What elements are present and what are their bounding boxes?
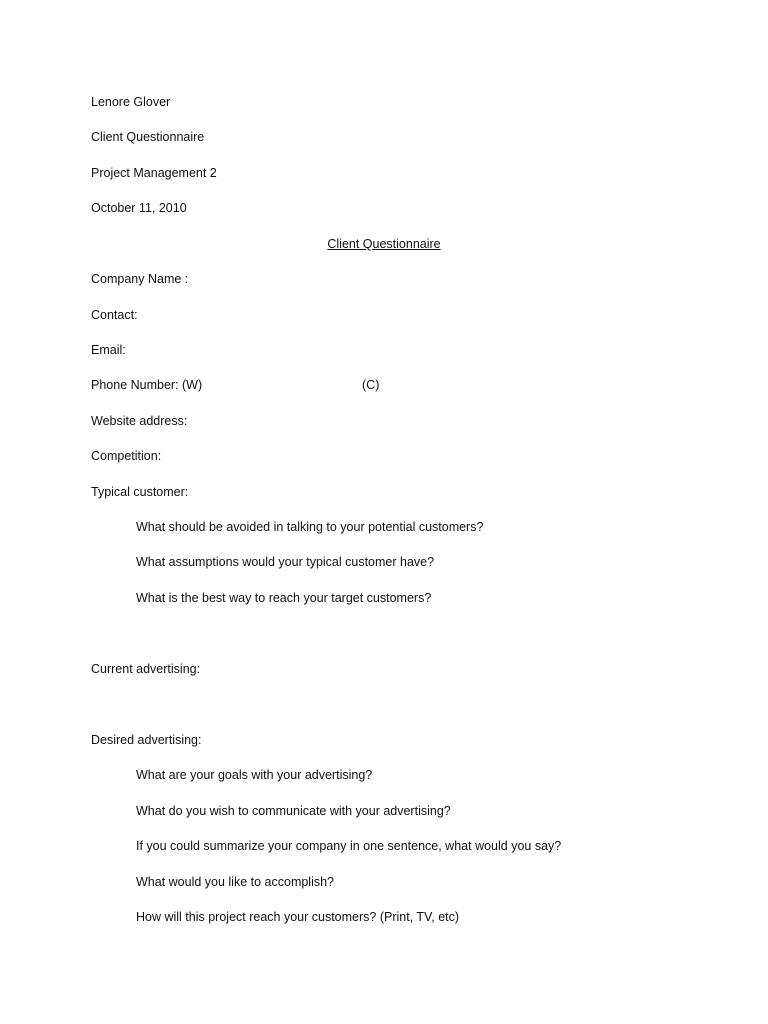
customer-question-item: What assumptions would your typical customer have?	[136, 555, 435, 569]
advertising-question-item: What are your goals with your advertising?	[136, 768, 373, 782]
advertising-question-item: What do you wish to communicate with your advertising?	[136, 804, 451, 818]
email-label: Email:	[91, 343, 126, 357]
phone-cell-label: (C)	[362, 378, 380, 392]
typical-customer-label: Typical customer:	[91, 485, 189, 499]
page-title-text: Client Questionnaire	[327, 237, 441, 251]
author-name: Lenore Glover	[91, 95, 171, 109]
phone-work-label: Phone Number: (W)	[91, 378, 203, 392]
phone-number-row	[91, 377, 491, 393]
website-label: Website address:	[91, 414, 188, 428]
page-title	[0, 236, 768, 252]
assignment-name: Client Questionnaire	[91, 130, 205, 144]
contact-label: Contact:	[91, 308, 138, 322]
desired-advertising-label: Desired advertising:	[91, 733, 202, 747]
company-name-label: Company Name :	[91, 272, 189, 286]
competition-label: Competition:	[91, 449, 162, 463]
document-date: October 11, 2010	[91, 201, 187, 215]
customer-question-item: What should be avoided in talking to your potential customers?	[136, 520, 484, 534]
current-advertising-label: Current advertising:	[91, 662, 201, 676]
customer-question-item: What is the best way to reach your target customers?	[136, 591, 432, 605]
advertising-question-item: What would you like to accomplish?	[136, 875, 335, 889]
advertising-question-item: If you could summarize your company in one sentence, what would you say?	[136, 839, 562, 853]
course-name: Project Management 2	[91, 166, 217, 180]
advertising-question-item: How will this project reach your customers? (Print, TV, etc)	[136, 910, 460, 924]
